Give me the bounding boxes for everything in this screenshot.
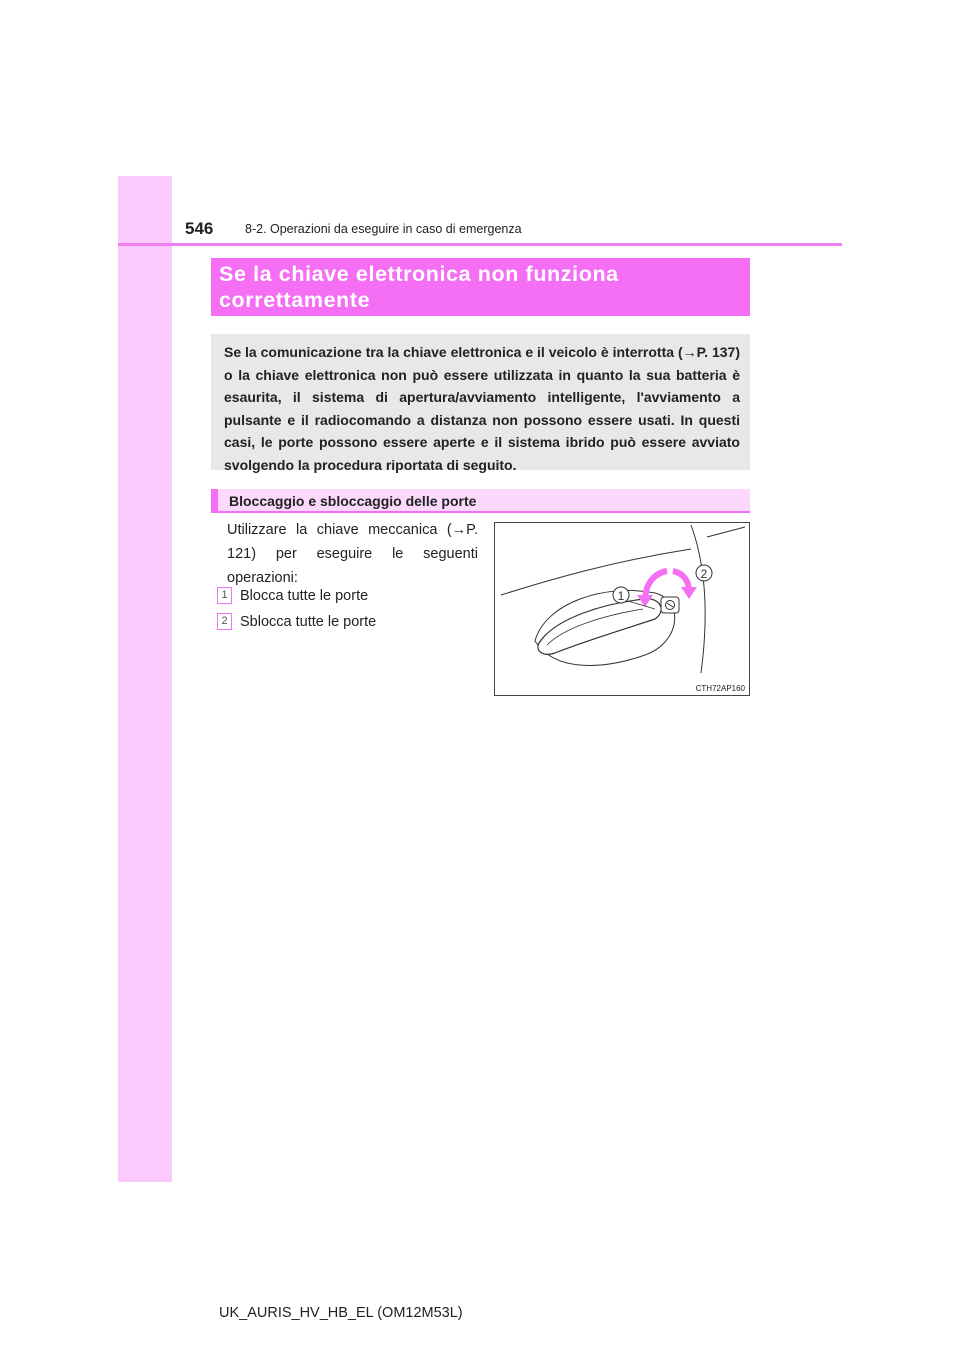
unlock-arrowhead [681,587,697,599]
step-item [217,587,368,604]
footer-model-code: UK_AURIS_HV_HB_EL (OM12M53L) [219,1305,463,1321]
figure-code: CTH72AP160 [695,684,745,693]
subsection-heading [211,489,750,513]
header-divider [118,243,842,246]
intro-box [211,334,750,473]
door-handle-illustration [494,522,750,696]
body-text: Utilizzare la chiave meccanica (→P. 121) per eseguire le seguenti operazioni: [227,522,478,586]
door-edge-line [691,525,705,673]
chapter-title: 8-2. Operazioni da eseguire in caso di emergenza [245,222,522,236]
step-text: Sblocca tutte le porte [240,613,377,630]
subsection-title: Bloccaggio e sbloccaggio delle porte [229,493,477,509]
side-tab-strip [118,176,172,1182]
callout-2-label: 2 [700,567,708,581]
step-number: 2 [217,613,232,630]
step-number: 1 [217,587,232,604]
callout-1-label: 1 [617,589,625,603]
page-number: 546 [185,219,214,238]
door-handle-drawing [495,523,749,695]
section-title-line1: Se la chiave elettronica non funziona [219,262,619,286]
section-heading [211,258,750,316]
window-line [707,527,745,537]
intro-text: Se la comunicazione tra la chiave elettronica e il veicolo è interrotta (→P. 137) o la chiave elettronica non può essere utilizzata in quanto la sua batteria è esaurita, il sistema di apertura/avviamento intelligente, l'avviamento a pulsante e il radiocomando a distanza non possono essere usati. In questi casi, le porte possono essere aperte e il sistema ibrido può essere avviato svolgendo la procedura riportata di seguito. [224,344,740,473]
section-title-line2: correttamente [219,288,371,312]
step-item [217,613,376,630]
door-handle [538,599,661,654]
step-text: Blocca tutte le porte [240,587,369,604]
